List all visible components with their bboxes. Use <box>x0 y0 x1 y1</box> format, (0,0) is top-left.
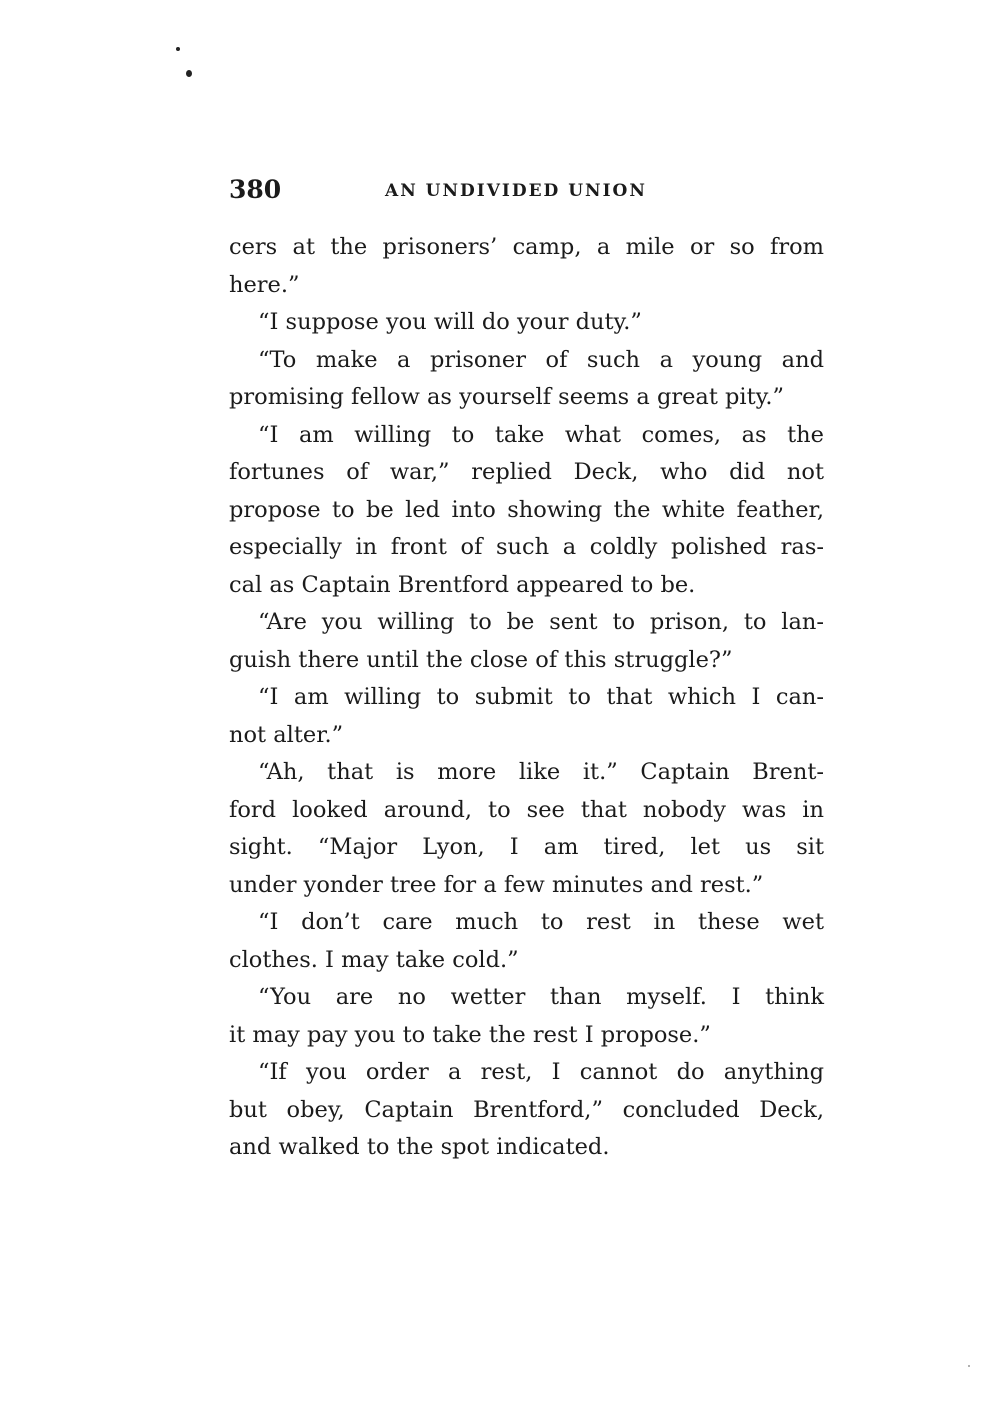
text-line: ford looked around, to see that nobody was in <box>229 796 824 823</box>
paragraph <box>229 679 824 754</box>
page-number: 380 <box>229 175 282 204</box>
text-line: sight. “Major Lyon, I am tired, let us sit <box>229 834 824 860</box>
text-line: propose to be led into showing the white feather, <box>229 496 824 523</box>
text-line: especially in front of such a coldly polished ras- <box>229 534 824 560</box>
running-head: AN UNDIVIDED UNION <box>385 181 647 201</box>
text-line: cal as Captain Brentford appeared to be. <box>229 571 696 598</box>
paragraph <box>229 979 824 1054</box>
text-line: it may pay you to take the rest I propose.” <box>229 1021 711 1048</box>
text-line: “I am willing to take what comes, as the <box>258 421 824 448</box>
paragraph <box>229 417 824 605</box>
text-line: “You are no wetter than myself. I think <box>258 984 824 1010</box>
paragraph <box>229 304 824 342</box>
text-line: not alter.” <box>229 721 344 748</box>
text-line: under yonder tree for a few minutes and rest.” <box>229 871 764 898</box>
text-line: “Ah, that is more like it.” Captain Brent- <box>258 759 824 785</box>
ink-speck <box>186 70 192 77</box>
paragraph <box>229 604 824 679</box>
text-line: “To make a prisoner of such a young and <box>258 346 824 373</box>
text-line: clothes. I may take cold.” <box>229 946 519 973</box>
paragraph <box>229 1054 824 1167</box>
text-line: cers at the prisoners’ camp, a mile or so from <box>229 234 824 260</box>
paragraph <box>229 229 824 304</box>
text-line: “If you order a rest, I cannot do anything <box>258 1059 824 1085</box>
text-line: fortunes of war,” replied Deck, who did not <box>229 459 824 485</box>
text-line: here.” <box>229 271 300 298</box>
text-line: promising fellow as yourself seems a great pity.” <box>229 384 785 410</box>
body-text <box>229 229 824 1167</box>
text-line: “I don’t care much to rest in these wet <box>258 909 824 935</box>
text-line: but obey, Captain Brentford,” concluded Deck, <box>229 1096 824 1123</box>
paragraph <box>229 342 824 417</box>
page-header <box>229 172 829 212</box>
ink-speck <box>176 47 180 51</box>
ink-speck <box>968 1365 970 1367</box>
text-line: guish there until the close of this struggle?” <box>229 646 733 673</box>
text-line: “Are you willing to be sent to prison, to lan- <box>258 609 824 635</box>
paragraph <box>229 904 824 979</box>
paragraph <box>229 754 824 904</box>
text-line: and walked to the spot indicated. <box>229 1134 610 1160</box>
text-line: “I am willing to submit to that which I can- <box>258 684 824 710</box>
text-line: “I suppose you will do your duty.” <box>258 309 642 335</box>
